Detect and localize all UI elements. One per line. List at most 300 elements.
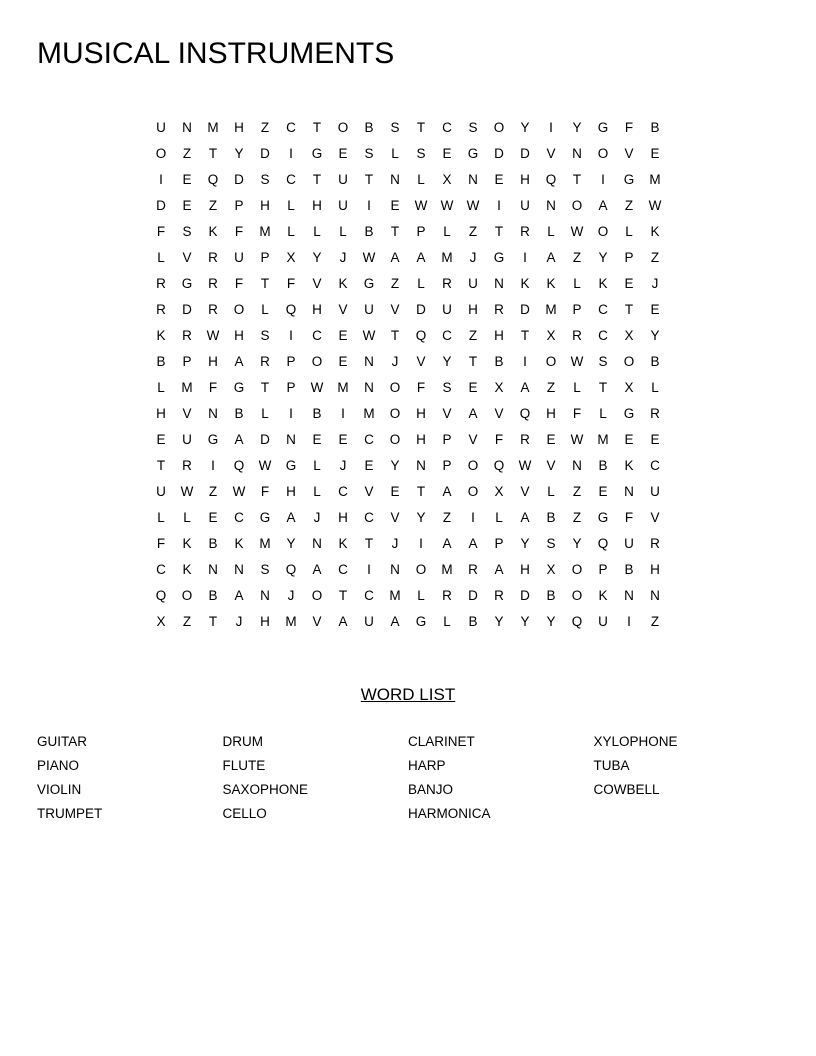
grid-letter: X [442,172,452,187]
grid-letter: M [207,120,219,135]
grid-letter: B [598,458,608,473]
grid-letter: Y [598,250,608,265]
grid-letter: B [156,354,166,369]
grid-letter: A [390,250,400,265]
grid-letter: K [598,276,608,291]
grid-letter: R [260,354,270,369]
grid-letter: N [416,458,426,473]
grid-letter: F [260,484,270,499]
grid-letter: D [260,432,270,447]
grid-letter: O [571,588,583,603]
grid-letter: Y [286,536,296,551]
grid-letter: B [650,354,660,369]
grid-letter: L [443,614,451,629]
grid-letter: T [364,536,374,551]
grid-letter: Y [520,536,530,551]
grid-letter: Z [650,614,660,629]
grid-letter: P [416,224,426,239]
grid-letter: I [367,562,371,577]
grid-letter: Q [285,302,297,317]
grid-letter: T [598,380,608,395]
grid-letter: V [312,614,322,629]
grid-letter: R [156,302,166,317]
grid-letter: V [182,250,192,265]
grid-letter: R [156,276,166,291]
grid-letter: N [390,172,400,187]
grid-letter: E [338,328,348,343]
grid-letter: N [546,198,556,213]
grid-letter: W [206,328,220,343]
grid-letter: D [416,302,426,317]
word-list-item: CLARINET [408,734,475,749]
grid-letter: S [260,562,270,577]
letter-grid [148,115,668,635]
grid-letter: V [468,432,478,447]
grid-letter: U [338,172,348,187]
grid-letter: W [310,380,324,395]
grid-letter: L [443,224,451,239]
grid-letter: L [391,146,399,161]
grid-letter: O [389,406,401,421]
grid-letter: H [156,406,166,421]
grid-letter: N [468,172,478,187]
word-list-item: TUBA [593,758,630,773]
grid-letter: O [389,380,401,395]
grid-letter: T [416,120,426,135]
word-list-item: FLUTE [222,758,266,773]
grid-letter: H [520,172,530,187]
grid-letter: N [260,588,270,603]
grid-letter: J [651,276,659,291]
word-list-column [408,730,594,826]
grid-letter: D [234,172,244,187]
grid-letter: X [156,614,166,629]
grid-letter: Y [390,458,400,473]
grid-letter: Q [493,458,505,473]
grid-letter: C [442,328,452,343]
grid-letter: V [494,406,504,421]
grid-letter: E [156,432,166,447]
grid-letter: T [390,328,400,343]
grid-letter: T [338,588,348,603]
grid-letter: J [391,354,399,369]
grid-letter: M [337,380,349,395]
grid-letter: Y [546,614,556,629]
grid-letter: R [650,406,660,421]
grid-letter: O [311,354,323,369]
grid-letter: B [494,354,504,369]
grid-letter: A [468,536,478,551]
grid-letter: E [364,458,374,473]
grid-letter: S [442,380,452,395]
grid-letter: V [416,354,426,369]
grid-letter: U [650,484,660,499]
grid-letter: S [416,146,426,161]
grid-letter: E [208,510,218,525]
grid-letter: Q [415,328,427,343]
grid-letter: T [260,380,270,395]
grid-letter: N [312,536,322,551]
grid-letter: E [338,146,348,161]
grid-letter: J [287,588,295,603]
grid-letter: B [312,406,322,421]
grid-letter: X [494,484,504,499]
grid-letter: U [338,198,348,213]
grid-letter: T [468,354,478,369]
word-list-item: CELLO [222,806,267,821]
grid-letter: A [442,536,452,551]
grid-letter: M [363,406,375,421]
grid-letter: U [442,302,452,317]
grid-letter: Z [208,198,218,213]
grid-letter: H [208,354,218,369]
grid-letter: I [159,172,163,187]
grid-letter: C [234,510,244,525]
grid-letter: K [182,562,192,577]
grid-letter: O [597,146,609,161]
grid-letter: E [624,432,634,447]
grid-letter: I [471,510,475,525]
grid-letter: A [234,588,244,603]
grid-letter: N [624,484,634,499]
grid-letter: E [624,276,634,291]
grid-letter: I [497,198,501,213]
grid-letter: T [624,302,634,317]
grid-letter: S [260,172,270,187]
grid-letter: U [520,198,530,213]
grid-letter: W [362,250,376,265]
grid-letter: N [494,276,504,291]
grid-letter: F [156,224,166,239]
grid-letter: B [364,224,374,239]
grid-letter: G [623,406,635,421]
grid-letter: F [286,276,296,291]
word-list-item: BANJO [408,782,454,797]
grid-letter: B [468,614,478,629]
word-list-column [37,730,223,826]
grid-letter: H [416,432,426,447]
word-list-item: XYLOPHONE [593,734,678,749]
grid-letter: F [234,224,244,239]
word-list [37,730,779,826]
grid-letter: C [598,328,608,343]
grid-letter: L [313,484,321,499]
grid-letter: A [520,380,530,395]
grid-letter: E [650,302,660,317]
grid-letter: L [547,224,555,239]
grid-letter: P [286,380,296,395]
grid-letter: Q [571,614,583,629]
grid-letter: W [180,484,194,499]
grid-letter: E [546,432,556,447]
grid-letter: Z [442,510,452,525]
grid-letter: E [390,484,400,499]
grid-letter: A [234,432,244,447]
grid-letter: I [341,406,345,421]
grid-letter: Z [182,146,192,161]
grid-letter: Z [468,328,478,343]
grid-letter: Q [285,562,297,577]
grid-letter: A [390,614,400,629]
grid-letter: L [157,250,165,265]
grid-letter: X [494,380,504,395]
grid-letter: O [597,224,609,239]
grid-letter: P [598,562,608,577]
word-list-item: COWBELL [593,782,660,797]
word-list-column [223,730,409,826]
grid-letter: L [157,510,165,525]
grid-letter: L [417,588,425,603]
grid-letter: Y [572,536,582,551]
grid-letter: G [467,146,479,161]
grid-letter: B [208,536,218,551]
grid-letter: N [364,354,374,369]
grid-letter: H [312,198,322,213]
grid-letter: Y [312,250,322,265]
grid-letter: L [261,406,269,421]
grid-letter: R [520,224,530,239]
grid-letter: H [468,302,478,317]
grid-letter: I [549,120,553,135]
grid-letter: C [286,120,296,135]
grid-letter: U [468,276,478,291]
grid-letter: X [624,380,634,395]
grid-letter: T [208,614,218,629]
grid-letter: U [624,536,634,551]
grid-letter: O [467,484,479,499]
grid-letter: V [546,146,556,161]
grid-letter: I [523,250,527,265]
grid-letter: H [338,510,348,525]
grid-letter: Q [519,406,531,421]
grid-letter: Y [416,510,426,525]
grid-letter: W [570,224,584,239]
grid-letter: J [235,614,243,629]
grid-letter: T [364,172,374,187]
grid-letter: I [523,354,527,369]
grid-letter: D [468,588,478,603]
grid-letter: H [416,406,426,421]
grid-letter: S [468,120,478,135]
grid-letter: T [572,172,582,187]
grid-letter: A [520,510,530,525]
grid-letter: Y [234,146,244,161]
grid-letter: F [494,432,504,447]
grid-letter: A [442,484,452,499]
grid-letter: Q [545,172,557,187]
grid-letter: I [367,198,371,213]
grid-letter: E [494,172,504,187]
grid-letter: K [520,276,530,291]
grid-letter: Z [572,250,582,265]
grid-letter: A [546,250,556,265]
grid-letter: A [494,562,504,577]
grid-letter: X [286,250,296,265]
grid-letter: L [625,224,633,239]
grid-letter: J [469,250,477,265]
grid-letter: M [441,562,453,577]
grid-letter: O [623,354,635,369]
grid-letter: D [156,198,166,213]
grid-letter: O [545,354,557,369]
grid-letter: U [598,614,608,629]
grid-letter: F [624,510,634,525]
grid-letter: L [183,510,191,525]
grid-letter: Z [650,250,660,265]
grid-letter: R [494,302,504,317]
grid-letter: E [468,380,478,395]
grid-letter: B [234,406,244,421]
grid-letter: R [468,562,478,577]
grid-letter: W [648,198,662,213]
grid-letter: Z [546,380,556,395]
grid-letter: F [624,120,634,135]
grid-letter: P [494,536,504,551]
grid-letter: Z [390,276,400,291]
grid-letter: O [415,562,427,577]
grid-letter: R [650,536,660,551]
grid-letter: T [156,458,166,473]
grid-letter: W [466,198,480,213]
grid-letter: Q [597,536,609,551]
grid-letter: B [650,120,660,135]
grid-letter: D [260,146,270,161]
grid-letter: N [572,146,582,161]
grid-letter: V [546,458,556,473]
grid-letter: M [649,172,661,187]
grid-letter: K [338,276,348,291]
grid-letter: C [598,302,608,317]
grid-letter: L [313,224,321,239]
grid-letter: V [182,406,192,421]
grid-letter: N [650,588,660,603]
grid-letter: H [546,406,556,421]
grid-letter: H [260,198,270,213]
grid-letter: A [598,198,608,213]
grid-letter: L [573,276,581,291]
grid-letter: T [390,224,400,239]
grid-letter: A [338,614,348,629]
grid-letter: S [546,536,556,551]
grid-letter: U [156,484,166,499]
grid-letter: D [494,146,504,161]
word-list-item: GUITAR [37,734,87,749]
grid-letter: B [208,588,218,603]
grid-letter: N [364,380,374,395]
grid-letter: G [181,276,193,291]
grid-letter: P [286,354,296,369]
grid-letter: M [389,588,401,603]
page-title: MUSICAL INSTRUMENTS [37,37,395,70]
grid-letter: J [339,458,347,473]
grid-letter: E [598,484,608,499]
grid-letter: X [546,562,556,577]
grid-letter: I [289,146,293,161]
grid-letter: H [520,562,530,577]
grid-letter: C [338,484,348,499]
grid-letter: C [364,432,374,447]
grid-letter: G [597,120,609,135]
grid-letter: G [311,146,323,161]
grid-letter: M [597,432,609,447]
grid-letter: W [570,432,584,447]
grid-letter: P [442,432,452,447]
grid-letter: D [520,588,530,603]
grid-letter: E [182,198,192,213]
grid-letter: I [627,614,631,629]
grid-letter: P [624,250,634,265]
grid-letter: P [260,250,270,265]
grid-letter: K [650,224,660,239]
grid-letter: T [260,276,270,291]
grid-letter: G [207,432,219,447]
grid-letter: L [547,484,555,499]
grid-letter: O [389,432,401,447]
grid-letter: C [364,510,374,525]
grid-letter: P [234,198,244,213]
grid-letter: G [623,172,635,187]
grid-letter: O [493,120,505,135]
grid-letter: V [520,484,530,499]
grid-letter: Q [233,458,245,473]
grid-letter: Z [260,120,270,135]
grid-letter: K [546,276,556,291]
grid-letter: V [338,302,348,317]
grid-letter: K [156,328,166,343]
grid-letter: F [572,406,582,421]
grid-letter: R [182,458,192,473]
grid-letter: K [208,224,218,239]
grid-letter: M [545,302,557,317]
grid-letter: M [285,614,297,629]
grid-letter: M [259,536,271,551]
grid-letter: O [337,120,349,135]
grid-letter: H [234,120,244,135]
grid-letter: E [338,432,348,447]
grid-letter: X [624,328,634,343]
grid-letter: L [287,224,295,239]
grid-letter: X [546,328,556,343]
grid-letter: Z [208,484,218,499]
grid-letter: Z [182,614,192,629]
grid-letter: B [546,510,556,525]
grid-letter: E [338,354,348,369]
grid-letter: Q [155,588,167,603]
word-list-column [594,730,780,826]
grid-letter: F [156,536,166,551]
grid-letter: C [650,458,660,473]
grid-letter: L [157,380,165,395]
grid-letter: K [338,536,348,551]
grid-letter: H [650,562,660,577]
grid-letter: A [234,354,244,369]
grid-letter: R [208,250,218,265]
grid-letter: U [234,250,244,265]
grid-letter: Q [207,172,219,187]
grid-letter: R [572,328,582,343]
grid-letter: V [624,146,634,161]
grid-letter: N [572,458,582,473]
grid-letter: N [286,432,296,447]
grid-letter: H [494,328,504,343]
grid-letter: F [416,380,426,395]
grid-letter: N [182,120,192,135]
grid-letter: O [181,588,193,603]
grid-letter: I [601,172,605,187]
grid-letter: F [234,276,244,291]
grid-letter: O [571,562,583,577]
word-list-item: PIANO [37,758,80,773]
